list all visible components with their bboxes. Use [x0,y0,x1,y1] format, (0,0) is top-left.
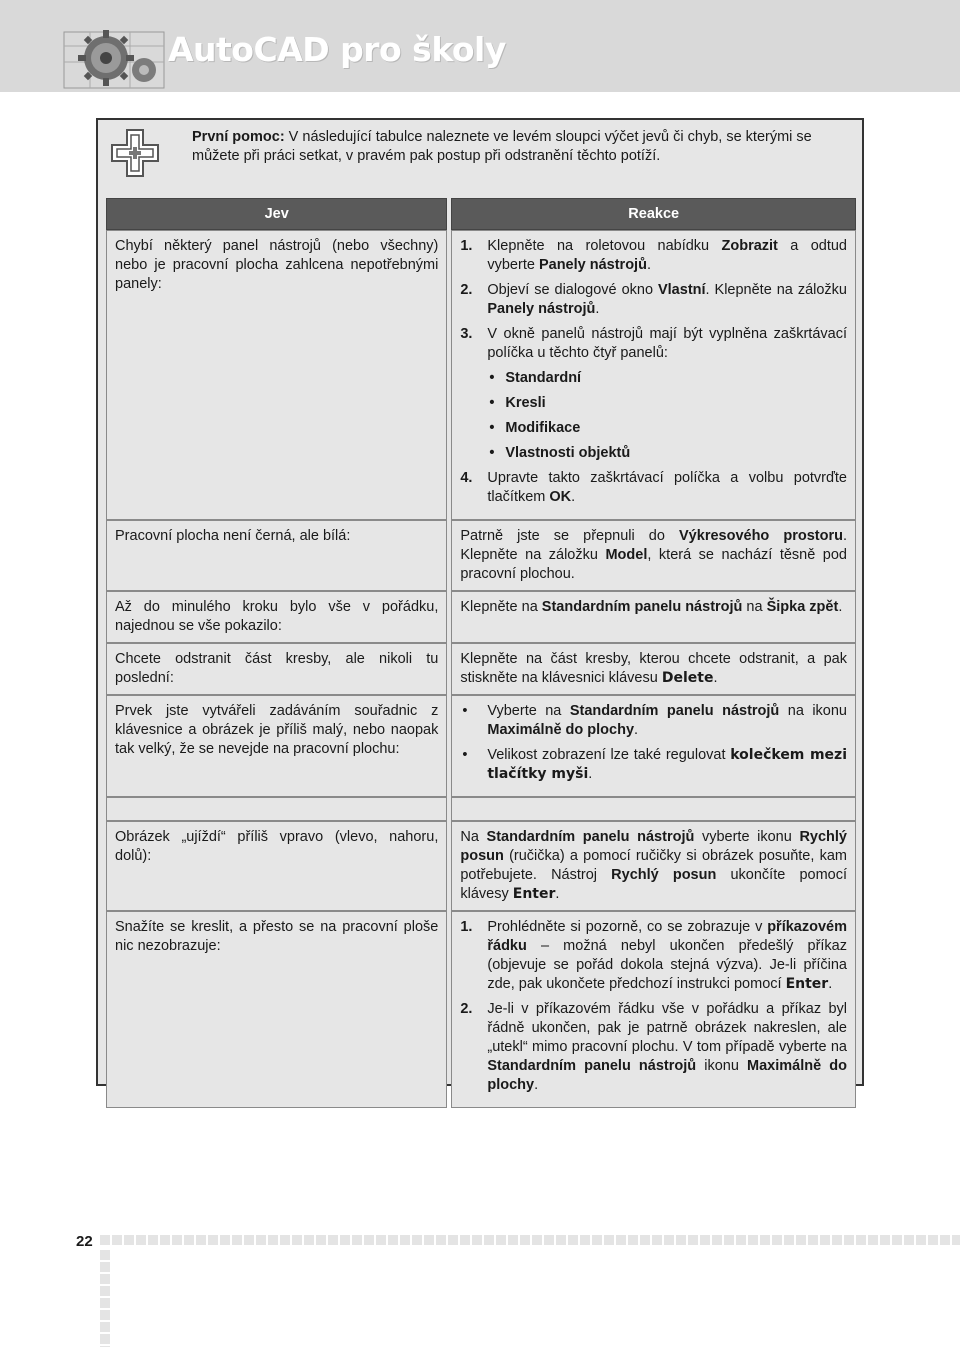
toolbar-name: Standardním panelu nástrojů [569,703,780,719]
menu-item-name: Panely nástrojů [538,257,647,273]
panel-item: • Modifikace [487,419,847,438]
space-name: Výkresového prostoru [679,528,843,544]
intro-body: V následující tabulce naleznete ve levém sloupci výčet jevů či chyb, se kterými se můžete při práci setkat, v pravém pak postup při odstranění těchto potíží. [192,129,812,164]
table-row [106,695,856,797]
page-header [0,0,960,92]
bullet-text: na ikonu [779,703,847,719]
step-text: Objeví se dialogové okno [487,282,658,298]
reakce-text: ukončíte pomocí klávesy [460,867,847,902]
gear-logo-icon [60,22,170,90]
reakce-text: Klepněte na [460,599,542,615]
step-text: Klepněte na roletovou nabídku [487,238,722,254]
panel-item: • Vlastnosti objektů [487,444,847,463]
table-row [106,520,856,591]
step-item [460,918,847,994]
key-name: Enter [512,886,556,902]
table-row [106,643,856,695]
reakce-text: (ručička) a pomocí ručičky si obrázek posuňte, kam potřebujete. Nástroj [460,848,847,883]
step-text: . [534,1077,539,1093]
step-list [460,237,847,507]
bullet-list [460,702,847,784]
step-text: ikonu [696,1058,748,1074]
footer-dash-strip-vertical [100,1250,110,1347]
first-aid-panel [96,118,864,1093]
reakce-cell [451,695,856,797]
step-list [460,918,847,1095]
tool-name: Rychlý posun [460,829,847,864]
jev-cell: Obrázek „ujíždí“ příliš vpravo (vlevo, nahoru, dolů): [106,821,447,911]
bullet-text: . [588,766,593,782]
table-row [106,591,856,643]
step-item [460,325,847,463]
reakce-text: vyberte ikonu [694,829,800,845]
reakce-cell [451,911,856,1108]
reakce-cell [451,643,856,695]
step-text: – možná nebyl ukončen předešlý příkaz (objevuje se pořád dokola stejná výzva). Je-li příčina zde, pak ukončete předchozí instrukci pomocí [487,938,847,992]
bullet-text: Vyberte na [487,703,570,719]
reakce-cell [451,591,856,643]
reakce-text: . Klepněte na záložku [460,528,847,563]
key-name: Enter [785,976,829,992]
reakce-text: Patrně jste se přepnuli do [460,528,680,544]
troubleshooting-table [102,198,860,1108]
bullet-item [460,702,847,740]
step-item [460,469,847,507]
intro-section [98,120,862,198]
tab-name: Model [605,547,648,563]
step-text: a odtud vyberte [487,238,847,273]
step-text: Prohlédněte si pozorně, co se zobrazuje v [487,919,768,935]
reakce-text: Klepněte na část kresby, kterou chcete odstranit, a pak stiskněte na klávesnici klávesu [460,651,847,686]
panel-item: • Kresli [487,394,847,413]
reakce-cell [451,230,856,520]
step-text: Upravte takto zaškrtávací políčka a volbu potvrďte tlačítkem [487,470,847,505]
tool-name: Rychlý posun [611,867,717,883]
reakce-text: na [742,599,767,615]
jev-cell: Snažíte se kreslit, a přesto se na pracovní ploše nic nezobrazuje: [106,911,447,1108]
tab-name: Panely nástrojů [487,301,596,317]
key-name: Delete [661,670,714,686]
table-row [106,911,856,1108]
reakce-cell [451,520,856,591]
page-title: AutoCAD pro školy [168,30,506,69]
step-number: 1. [460,919,473,935]
step-number: 3. [460,326,473,342]
command-line-name: příkazovém řádku [487,919,847,954]
page-number: 22 [76,1233,93,1250]
table-row [106,821,856,911]
toolbar-name: Standardním panelu nástrojů [486,829,695,845]
step-number: 1. [460,238,473,254]
panel-list [487,369,847,463]
jev-cell: Až do minulého kroku bylo vše v pořádku, najednou se vše pokazilo: [106,591,447,643]
dialog-name: Vlastní [657,282,706,298]
table-row [106,230,856,520]
reakce-text: Na [460,829,487,845]
table-header-row [106,198,856,230]
step-item [460,237,847,275]
menu-name: Zobrazit [721,238,778,254]
tool-name: Šipka zpět [766,599,839,615]
toolbar-name: Standardním panelu nástrojů [541,599,743,615]
reakce-text: . [555,886,560,902]
step-number: 2. [460,1001,473,1017]
intro-text [192,128,852,166]
reakce-text: . [838,599,843,615]
step-text: . [646,257,651,273]
step-number: 4. [460,470,473,486]
step-number: 2. [460,282,473,298]
panel-item: • Standardní [487,369,847,388]
table-spacer [106,797,856,821]
intro-lead: První pomoc: [192,129,285,145]
jev-cell: Chybí některý panel nástrojů (nebo všechny) nebo je pracovní plocha zahlcena nepotřebnými panely: [106,230,447,520]
step-text: . Klepněte na záložku [705,282,847,298]
bullet-text: Velikost zobrazení lze také regulovat [487,747,731,763]
tool-name: Maximálně do plochy [487,1058,847,1093]
toolbar-name: Standardním panelu nástrojů [487,1058,697,1074]
step-item [460,1000,847,1095]
reakce-text: . [713,670,718,686]
mouse-wheel-name: kolečkem mezi tlačítky myši [487,747,847,782]
tool-name: Maximálně do plochy [487,722,635,738]
footer-dash-strip [100,1235,960,1245]
step-item [460,281,847,319]
jev-cell: Chcete odstranit část kresby, ale nikoli tu poslední: [106,643,447,695]
step-text: . [595,301,600,317]
step-text: . [828,976,833,992]
reakce-cell [451,821,856,911]
button-name: OK [549,489,572,505]
jev-cell: Prvek jste vytvářeli zadáváním souřadnic z klávesnice a obrázek je příliš malý, nebo naopak tak velký, že se nevejde na pracovní plochu: [106,695,447,797]
bullet-item [460,746,847,784]
reakce-text: , která se nachází těsně pod pracovní plochou. [460,547,848,582]
step-text: . [571,489,576,505]
step-text: V okně panelů nástrojů mají být vyplněna zaškrtávací políčka u těchto čtyř panelů: [487,326,847,361]
column-header-reakce: Reakce [451,198,856,230]
jev-cell: Pracovní plocha není černá, ale bílá: [106,520,447,591]
bullet-text: . [634,722,639,738]
column-header-jev: Jev [106,198,447,230]
first-aid-cross-icon [110,128,160,178]
step-text: Je-li v příkazovém řádku vše v pořádku a příkaz byl řádně ukončen, pak je patrně obrázek nakreslen, ale „utekl“ mimo pracovní plochu. V tom případě vyberte na [487,1001,847,1055]
